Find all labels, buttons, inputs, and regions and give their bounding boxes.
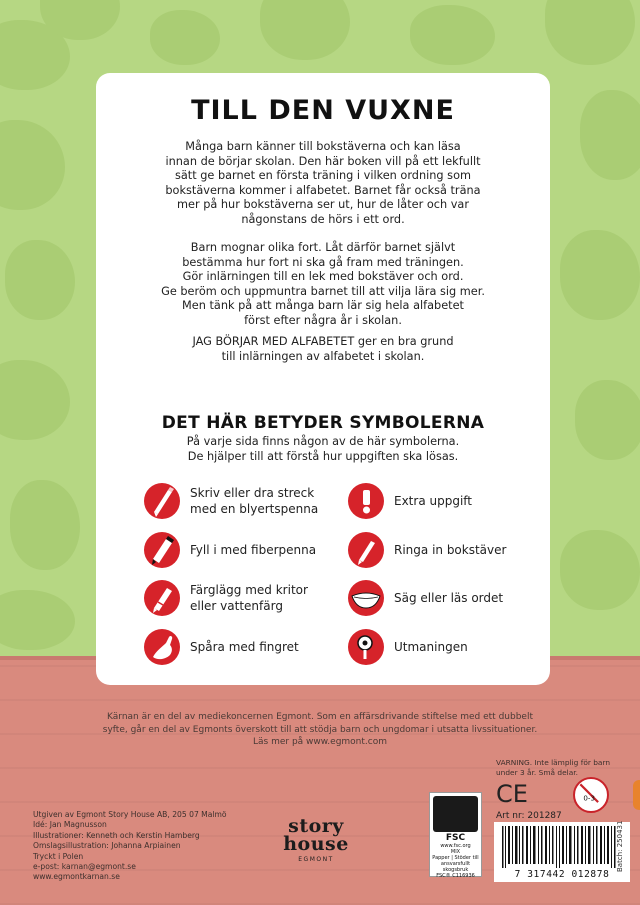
fsc-text: FSC <box>445 833 466 843</box>
book-paragraph <box>120 335 526 364</box>
text-line: Barn mognar olika fort. Låt därför barnet självt <box>190 241 456 254</box>
text-line: någonstans de hörs i ett ord. <box>241 212 405 226</box>
page-title: TILL DEN VUXNE <box>191 95 455 126</box>
text-line: innan de börjar skolan. Den här boken vill på ett lekfullt <box>165 154 481 168</box>
text-line: med en blyertspenna <box>190 502 319 516</box>
fsc-site: www.fsc.org <box>440 843 471 849</box>
text-line: e-post: karnan@egmont.se <box>33 862 136 872</box>
fsc-code: FSC® C116936 <box>436 873 475 879</box>
text-line: Illustrationer: Kenneth och Kerstin Hamberg <box>33 830 200 840</box>
text-line: syfte, går en del av Egmonts överskott till att stödja barn och ungdomar i utsatta livssituationer. <box>102 724 538 735</box>
text-line: under 3 år. Små delar. <box>496 767 578 777</box>
symbols-title: DET HÄR BETYDER SYMBOLERNA <box>161 413 485 433</box>
text-line: först efter några år i skolan. <box>244 313 402 327</box>
advice-paragraph <box>120 241 526 329</box>
logo-line: house <box>283 833 349 855</box>
symbol-mouth-label <box>394 590 503 606</box>
barcode <box>494 822 630 882</box>
symbol-pencil-label <box>190 485 318 517</box>
symbol-challenge <box>348 629 468 665</box>
symbol-challenge-label <box>394 639 468 655</box>
info-card <box>96 73 550 685</box>
age-warning-icon <box>573 777 609 813</box>
symbols-intro <box>120 435 526 464</box>
barcode-bars <box>494 822 630 870</box>
batch-number: Batch: 250431 <box>616 820 624 872</box>
text-line: Omslagsillustration: Johanna Arpiainen <box>33 841 181 851</box>
logo-line: EGMONT <box>298 856 334 863</box>
symbol-marker-label <box>190 542 316 558</box>
text-line: Tryckt i Polen <box>33 851 84 861</box>
egmont-footer <box>0 711 640 749</box>
crayon-icon <box>144 580 180 616</box>
imprint <box>33 810 227 883</box>
symbol-finger <box>144 629 299 665</box>
symbol-finger-label <box>190 639 299 655</box>
symbol-pencil <box>144 483 318 519</box>
barcode-number: 7 317442 012878 <box>514 869 610 880</box>
orange-tab <box>633 780 640 810</box>
symbol-circle <box>348 532 506 568</box>
symbol-marker <box>144 532 316 568</box>
text-line: mer på hur bokstäverna ser ut, hur de låter och var <box>177 198 469 212</box>
text-line: Extra uppgift <box>394 494 472 508</box>
text-line: www.egmontkarnan.se <box>33 872 120 882</box>
age-label: 0-3 <box>583 793 596 803</box>
symbol-mouth <box>348 580 503 616</box>
logo-line: story <box>288 815 344 837</box>
text-line: De hjälper till att förstå hur uppgiften ska lösas. <box>187 449 459 463</box>
text-line: eller vattenfärg <box>190 599 283 613</box>
text-line: bestämma hur fort ni ska gå fram med träningen. <box>182 255 464 269</box>
fsc-tree-icon <box>433 796 478 832</box>
text-line: Ge beröm och uppmuntra barnet till att vilja lära sig mer. <box>161 284 485 298</box>
text-line: Spåra med fingret <box>190 640 299 654</box>
text-line: Fyll i med fiberpenna <box>190 543 317 557</box>
article-number: Art nr: 201287 <box>496 811 562 821</box>
text-line: Utgiven av Egmont Story House AB, 205 07 Malmö <box>33 810 227 819</box>
text-line: Gör inlärningen till en lek med bokstäver och ord. <box>182 270 464 284</box>
text-line: bokstäverna kommer i alfabetet. Barnet får också träna <box>165 183 481 197</box>
text-line: Skriv eller dra streck <box>190 486 315 500</box>
mouth-icon <box>348 580 384 616</box>
text-line: Läs mer på www.egmont.com <box>253 737 387 747</box>
ce-mark: CE <box>496 780 528 808</box>
marker-icon <box>144 532 180 568</box>
text-line: Men tänk på att många barn lär sig hela alfabetet <box>182 299 464 313</box>
circle-pen-icon <box>348 532 384 568</box>
story-house-logo <box>276 817 356 863</box>
text-line: VARNING. Inte lämplig för barn <box>496 758 611 767</box>
text-line: Många barn känner till bokstäverna och kan läsa <box>185 140 461 153</box>
exclamation-icon <box>348 483 384 519</box>
magnifier-icon <box>348 629 384 665</box>
text-line: På varje sida finns någon av de här symbolerna. <box>186 435 460 448</box>
text-line: Utmaningen <box>394 640 468 654</box>
warning-text <box>496 758 610 777</box>
text-line: sätt ge barnet en första träning i vilken ordning som <box>174 169 471 183</box>
symbol-crayon <box>144 580 308 616</box>
text-line: Kärnan är en del av mediekoncernen Egmont. Som en affärsdrivande stiftelse med ett dubbelt <box>107 712 533 722</box>
symbol-circle-label <box>394 542 506 558</box>
finger-icon <box>144 629 180 665</box>
symbol-extra <box>348 483 472 519</box>
symbol-extra-label <box>394 493 472 509</box>
fsc-mix: MIX <box>450 849 461 855</box>
text-line: Idé: Jan Magnusson <box>33 820 107 830</box>
intro-paragraph <box>120 140 526 228</box>
text-line: till inlärningen av alfabetet i skolan. <box>221 349 425 363</box>
text-line: Färglägg med kritor <box>190 583 308 597</box>
text-line: Ringa in bokstäver <box>394 543 507 557</box>
fsc-description: Papper | Stöder till ansvarsfullt skogsbruk <box>432 855 479 873</box>
text-line: JAG BÖRJAR MED ALFABETET ger en bra grund <box>192 335 454 348</box>
pencil-icon <box>144 483 180 519</box>
symbol-crayon-label <box>190 582 308 614</box>
fsc-label <box>429 792 482 877</box>
text-line: Säg eller läs ordet <box>394 591 504 605</box>
